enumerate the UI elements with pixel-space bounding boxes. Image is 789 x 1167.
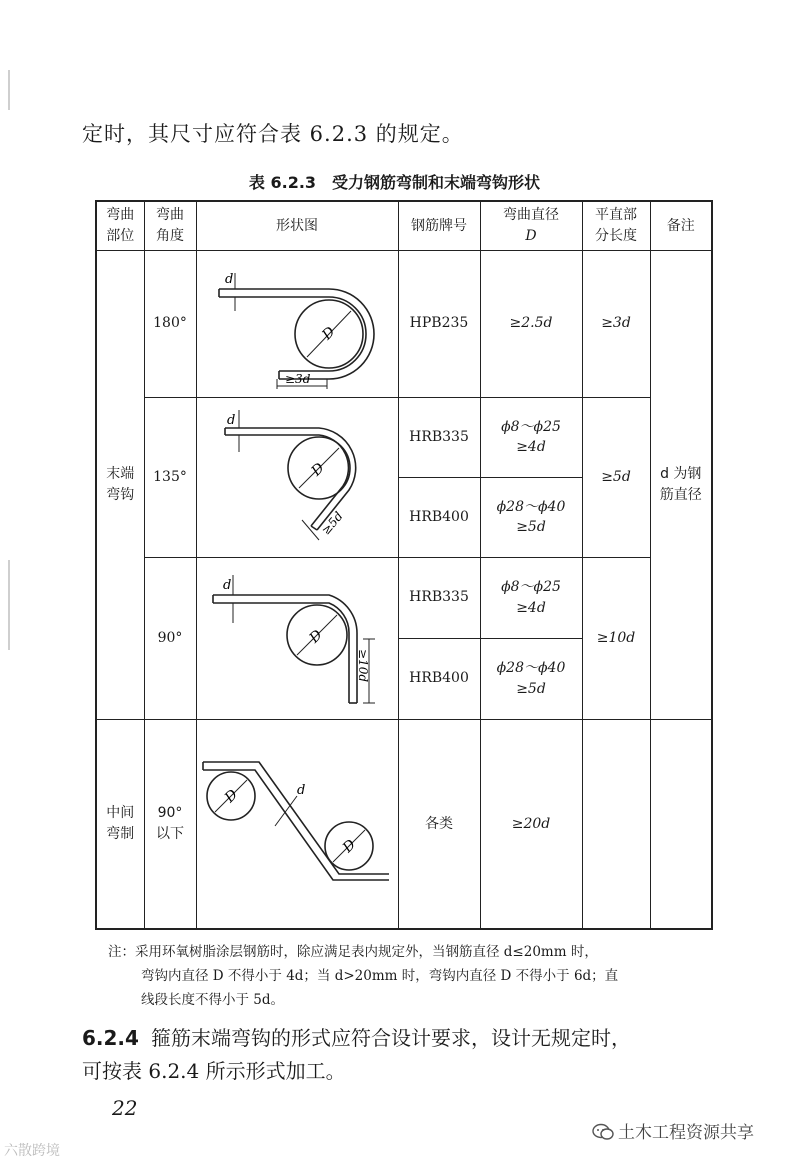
fig-label-D: D [308,460,328,480]
diameter-cell: ϕ28～ϕ40 ≥5d [480,477,582,557]
remark-cell-empty [650,719,712,929]
watermark-left [4,1140,60,1160]
table-row [96,557,712,638]
angle-cell: 180° [144,250,196,397]
fig-label-D: D [306,627,326,647]
remark-cell: d 为钢 筋直径 [650,250,712,719]
shape-middle [196,719,398,929]
hook-90-diagram [199,563,395,713]
note-line: 线段长度不得小于 5d。 [141,992,285,1008]
fig-label-D1: D [221,786,242,806]
straight-cell: ≥3d [582,250,650,397]
angle-cell: 90° [144,557,196,719]
fig-label-d: d [223,578,232,593]
fig-label-d: d [297,782,306,798]
hook-180-diagram [199,259,395,389]
note-line: 弯钩内直径 D 不得小于 4d；当 d>20mm 时，弯钩内直径 D 不得小于 6d；直 [141,968,619,984]
fig-dim-10d: ≥10d [356,649,370,683]
table-title: 表 6.2.3 受力钢筋弯制和末端弯钩形状 [248,173,541,192]
grade-cell: HRB335 [398,397,480,477]
fig-label-D2: D [339,836,360,856]
group-middle-bend: 中间 弯制 [96,719,144,929]
watermark-left-text: 六散跨境 [4,1143,60,1159]
section-number: 6.2.4 [82,1026,139,1050]
watermark-right [592,1118,754,1143]
header-angle: 弯曲 角度 [144,201,196,250]
fig-label-D: D [319,323,339,343]
group-end-hook: 末端 弯钩 [96,250,144,719]
page-edge-mark [8,560,10,650]
angle-cell: 135° [144,397,196,557]
grade-cell: HPB235 [398,250,480,397]
grade-cell: HRB400 [398,477,480,557]
header-straight: 平直部 分长度 [582,201,650,250]
shape-180 [196,250,398,397]
diameter-cell: ≥20d [480,719,582,929]
note-line: 注：采用环氧树脂涂层钢筋时，除应满足表内规定外，当钢筋直径 d≤20mm 时， [108,944,598,960]
section-paragraph [82,1022,722,1088]
hook-135-diagram [199,402,395,552]
grade-cell: 各类 [398,719,480,929]
paragraph-line: 可按表 6.2.4 所示形式加工。 [82,1059,346,1083]
table-note [108,940,724,1012]
table-row [96,719,712,929]
header-remark: 备注 [650,201,712,250]
grade-cell: HRB335 [398,557,480,638]
diameter-cell: ϕ8～ϕ25 ≥4d [480,557,582,638]
diameter-cell: ϕ8～ϕ25 ≥4d [480,397,582,477]
fig-label-d: d [225,271,234,287]
page-number: 22 [112,1096,138,1120]
shape-135 [196,397,398,557]
straight-cell-empty [582,719,650,929]
straight-cell: ≥5d [582,397,650,557]
header-diameter: 弯曲直径 D [480,201,582,250]
grade-cell: HRB400 [398,638,480,719]
angle-cell: 90° 以下 [144,719,196,929]
table-row [96,250,712,397]
fig-label-d: d [227,413,236,428]
fig-dim-3d: ≥3d [285,371,311,386]
shape-90 [196,557,398,719]
page-edge-mark [8,70,10,110]
intro-text: 定时，其尺寸应符合表 6.2.3 的规定。 [82,122,464,146]
table-row [96,397,712,477]
straight-cell: ≥10d [582,557,650,719]
header-grade: 钢筋牌号 [398,201,480,250]
wechat-icon [592,1123,614,1141]
header-position: 弯曲 部位 [96,201,144,250]
middle-bend-diagram [199,734,395,914]
watermark-right-text: 土木工程资源共享 [618,1123,754,1143]
rebar-bend-table [95,200,713,930]
paragraph-line: 箍筋末端弯钩的形式应符合设计要求，设计无规定时， [150,1026,631,1050]
diameter-cell: ≥2.5d [480,250,582,397]
header-shape: 形状图 [196,201,398,250]
diameter-cell: ϕ28～ϕ40 ≥5d [480,638,582,719]
fig-dim-5d: ≥5d [318,509,346,538]
table-header-row [96,201,712,250]
